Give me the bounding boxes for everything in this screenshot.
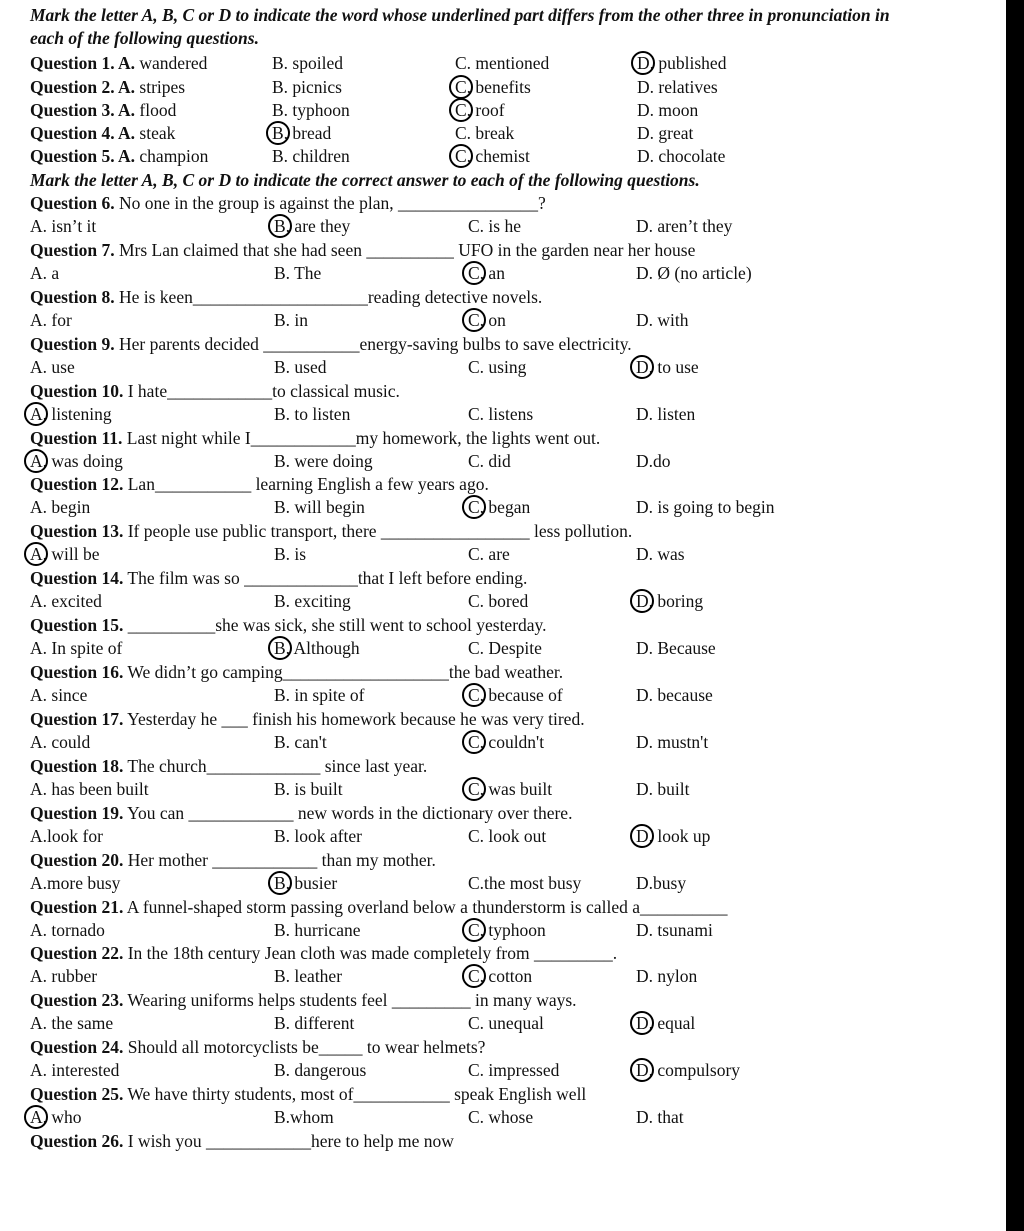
question-number: Question 10. bbox=[30, 381, 124, 401]
question-number: Question 23. bbox=[30, 990, 124, 1010]
option-c: C. Despite bbox=[468, 638, 542, 658]
answer-circle bbox=[24, 402, 48, 426]
question-number: Question 4. A. bbox=[30, 123, 136, 143]
answer-circle bbox=[462, 261, 486, 285]
option-a: wandered bbox=[135, 53, 208, 73]
option-b: B. picnics bbox=[272, 77, 342, 97]
question-number: Question 2. A. bbox=[30, 77, 136, 97]
question-stem: Wearing uniforms helps students feel _________ in many ways. bbox=[123, 990, 577, 1010]
option-d: D. was bbox=[636, 544, 685, 564]
option-d: D. aren’t they bbox=[636, 216, 733, 236]
option-c: C. an bbox=[468, 263, 505, 283]
option-d: D. to use bbox=[636, 357, 699, 377]
question-number: Question 14. bbox=[30, 568, 124, 588]
question-row bbox=[30, 849, 436, 871]
option-a: A. interested bbox=[30, 1060, 120, 1080]
answer-circle bbox=[24, 449, 48, 473]
answer-circle bbox=[462, 308, 486, 332]
question-row bbox=[30, 942, 617, 964]
question-number: Question 1. A. bbox=[30, 53, 136, 73]
option-c: C. chemist bbox=[455, 146, 530, 166]
option-a: A. since bbox=[30, 685, 88, 705]
option-a: A. excited bbox=[30, 591, 102, 611]
question-row bbox=[30, 333, 632, 355]
option-d: D. with bbox=[636, 310, 689, 330]
option-c: C. impressed bbox=[468, 1060, 560, 1080]
option-d: D.do bbox=[636, 451, 671, 471]
question-row bbox=[30, 520, 632, 542]
question-number: Question 18. bbox=[30, 756, 124, 776]
option-b: B. to listen bbox=[274, 404, 351, 424]
question-row bbox=[30, 286, 542, 308]
option-a: A.more busy bbox=[30, 873, 121, 893]
question-stem: No one in the group is against the plan, ________________? bbox=[114, 193, 546, 213]
option-c: C. is he bbox=[468, 216, 521, 236]
option-a: A. was doing bbox=[30, 451, 123, 471]
option-b: B. in spite of bbox=[274, 685, 365, 705]
option-b: B. dangerous bbox=[274, 1060, 367, 1080]
option-c: C. typhoon bbox=[468, 920, 546, 940]
option-d: D. is going to begin bbox=[636, 497, 775, 517]
option-a: A. tornado bbox=[30, 920, 105, 940]
option-a: A. could bbox=[30, 732, 91, 752]
question-number: Question 22. bbox=[30, 943, 124, 963]
pronunciation-row bbox=[30, 76, 185, 98]
option-c: C.the most busy bbox=[468, 873, 582, 893]
option-c: C. was built bbox=[468, 779, 553, 799]
option-d: D. built bbox=[636, 779, 690, 799]
question-stem: We didn’t go camping___________________the bad weather. bbox=[123, 662, 564, 682]
answer-circle bbox=[631, 51, 655, 75]
question-stem: The film was so _____________that I left before ending. bbox=[123, 568, 528, 588]
pronunciation-row bbox=[30, 52, 207, 74]
question-number: Question 24. bbox=[30, 1037, 124, 1057]
option-a: A. has been built bbox=[30, 779, 149, 799]
answer-circle bbox=[449, 75, 473, 99]
option-a: A. a bbox=[30, 263, 60, 283]
question-number: Question 9. bbox=[30, 334, 115, 354]
question-stem: You can ____________ new words in the dictionary over there. bbox=[123, 803, 573, 823]
question-stem: He is keen____________________reading detective novels. bbox=[114, 287, 543, 307]
answer-circle bbox=[268, 871, 292, 895]
option-d: D. look up bbox=[636, 826, 711, 846]
option-b: B. were doing bbox=[274, 451, 373, 471]
option-d: D. listen bbox=[636, 404, 696, 424]
option-d: D. compulsory bbox=[636, 1060, 741, 1080]
question-row bbox=[30, 473, 489, 495]
option-d: D. because bbox=[636, 685, 713, 705]
question-row bbox=[30, 896, 727, 918]
question-stem: Yesterday he ___ finish his homework because he was very tired. bbox=[123, 709, 585, 729]
option-c: C. listens bbox=[468, 404, 534, 424]
question-stem: Lan___________ learning English a few years ago. bbox=[123, 474, 489, 494]
option-b: B. different bbox=[274, 1013, 355, 1033]
option-b: B. can't bbox=[274, 732, 327, 752]
option-d: D. nylon bbox=[636, 966, 698, 986]
option-d: D.busy bbox=[636, 873, 687, 893]
option-a: A. will be bbox=[30, 544, 100, 564]
option-c: C. roof bbox=[455, 100, 505, 120]
option-d: D. Ø (no article) bbox=[636, 263, 752, 283]
option-a: stripes bbox=[135, 77, 186, 97]
answer-circle bbox=[462, 777, 486, 801]
option-d: D. great bbox=[637, 123, 694, 143]
answer-circle bbox=[630, 1011, 654, 1035]
option-d: D. mustn't bbox=[636, 732, 709, 752]
question-number: Question 7. bbox=[30, 240, 115, 260]
option-a: steak bbox=[135, 123, 176, 143]
question-row bbox=[30, 567, 527, 589]
question-number: Question 11. bbox=[30, 428, 123, 448]
option-a: A. rubber bbox=[30, 966, 98, 986]
question-number: Question 12. bbox=[30, 474, 124, 494]
option-a: A. In spite of bbox=[30, 638, 123, 658]
option-c: C. bored bbox=[468, 591, 529, 611]
option-a: flood bbox=[135, 100, 177, 120]
question-number: Question 20. bbox=[30, 850, 124, 870]
answer-circle bbox=[462, 964, 486, 988]
option-c: C. whose bbox=[468, 1107, 534, 1127]
question-number: Question 15. bbox=[30, 615, 124, 635]
option-b: B. children bbox=[272, 146, 350, 166]
question-number: Question 13. bbox=[30, 521, 124, 541]
option-c: C. break bbox=[455, 123, 515, 143]
option-b: B. The bbox=[274, 263, 322, 283]
question-row bbox=[30, 614, 547, 636]
question-stem: A funnel-shaped storm passing overland below a thunderstorm is called a__________ bbox=[123, 897, 728, 917]
question-row bbox=[30, 192, 546, 214]
option-b: B. in bbox=[274, 310, 309, 330]
option-a: A. begin bbox=[30, 497, 91, 517]
option-d: D. tsunami bbox=[636, 920, 713, 940]
question-row bbox=[30, 239, 695, 261]
pronunciation-row bbox=[30, 122, 175, 144]
option-c: C. because of bbox=[468, 685, 563, 705]
question-number: Question 25. bbox=[30, 1084, 124, 1104]
question-row bbox=[30, 802, 572, 824]
option-c: C. mentioned bbox=[455, 53, 550, 73]
option-b: B. look after bbox=[274, 826, 362, 846]
question-number: Question 17. bbox=[30, 709, 124, 729]
answer-circle bbox=[630, 589, 654, 613]
question-stem: I hate____________to classical music. bbox=[123, 381, 400, 401]
question-row bbox=[30, 1130, 454, 1152]
option-b: B.whom bbox=[274, 1107, 334, 1127]
option-a: A. listening bbox=[30, 404, 112, 424]
option-d: D. that bbox=[636, 1107, 684, 1127]
option-b: B. is bbox=[274, 544, 307, 564]
option-b: B. busier bbox=[274, 873, 338, 893]
pronunciation-row bbox=[30, 99, 176, 121]
option-d: D. relatives bbox=[637, 77, 718, 97]
option-a: A. isn’t it bbox=[30, 216, 97, 236]
option-b: B. spoiled bbox=[272, 53, 343, 73]
question-number: Question 21. bbox=[30, 897, 124, 917]
pronunciation-row bbox=[30, 145, 208, 167]
option-c: C. using bbox=[468, 357, 527, 377]
question-stem: I wish you ____________here to help me now bbox=[123, 1131, 454, 1151]
option-a: A. for bbox=[30, 310, 72, 330]
question-stem: If people use public transport, there _________________ less pollution. bbox=[123, 521, 633, 541]
option-a: champion bbox=[135, 146, 209, 166]
question-row bbox=[30, 1036, 485, 1058]
answer-circle bbox=[630, 355, 654, 379]
option-c: C. couldn't bbox=[468, 732, 545, 752]
option-c: C. look out bbox=[468, 826, 547, 846]
option-c: C. began bbox=[468, 497, 531, 517]
question-row bbox=[30, 1083, 586, 1105]
option-b: B. bread bbox=[272, 123, 332, 143]
question-stem: Her mother ____________ than my mother. bbox=[123, 850, 436, 870]
question-row bbox=[30, 380, 400, 402]
question-number: Question 19. bbox=[30, 803, 124, 823]
answer-circle bbox=[449, 98, 473, 122]
option-b: B. are they bbox=[274, 216, 351, 236]
grammar-instruction: Mark the letter A, B, C or D to indicate the correct answer to each of the following questions. bbox=[30, 170, 700, 190]
option-b: B. will begin bbox=[274, 497, 365, 517]
option-d: D. equal bbox=[636, 1013, 696, 1033]
pronunciation-instruction: Mark the letter A, B, C or D to indicate the word whose underlined part differs from the other three in pronunciation in each of the following questions. bbox=[30, 5, 890, 48]
question-number: Question 3. A. bbox=[30, 100, 136, 120]
answer-circle bbox=[462, 918, 486, 942]
option-b: B. typhoon bbox=[272, 100, 350, 120]
option-b: B. Although bbox=[274, 638, 360, 658]
option-a: A. who bbox=[30, 1107, 82, 1127]
answer-circle bbox=[24, 1105, 48, 1129]
question-row bbox=[30, 427, 600, 449]
question-stem: Mrs Lan claimed that she had seen __________ UFO in the garden near her house bbox=[114, 240, 696, 260]
question-stem: We have thirty students, most of___________ speak English well bbox=[123, 1084, 587, 1104]
answer-circle bbox=[630, 824, 654, 848]
answer-circle bbox=[630, 1058, 654, 1082]
answer-circle bbox=[268, 214, 292, 238]
question-row bbox=[30, 989, 577, 1011]
answer-circle bbox=[268, 636, 292, 660]
question-stem: Her parents decided ___________energy-saving bulbs to save electricity. bbox=[114, 334, 632, 354]
right-border-bar bbox=[1006, 0, 1024, 1231]
option-c: C. are bbox=[468, 544, 510, 564]
question-row bbox=[30, 755, 427, 777]
option-c: C. on bbox=[468, 310, 506, 330]
answer-circle bbox=[462, 730, 486, 754]
answer-circle bbox=[462, 683, 486, 707]
option-c: C. benefits bbox=[455, 77, 531, 97]
question-number: Question 16. bbox=[30, 662, 124, 682]
option-d: D. chocolate bbox=[637, 146, 726, 166]
option-c: C. cotton bbox=[468, 966, 533, 986]
option-d: D. Because bbox=[636, 638, 716, 658]
answer-circle bbox=[449, 144, 473, 168]
answer-circle bbox=[24, 542, 48, 566]
question-number: Question 6. bbox=[30, 193, 115, 213]
question-number: Question 5. A. bbox=[30, 146, 136, 166]
answer-circle bbox=[266, 121, 290, 145]
question-stem: In the 18th century Jean cloth was made completely from _________. bbox=[123, 943, 618, 963]
option-b: B. hurricane bbox=[274, 920, 361, 940]
option-b: B. exciting bbox=[274, 591, 351, 611]
option-b: B. is built bbox=[274, 779, 343, 799]
option-b: B. leather bbox=[274, 966, 343, 986]
question-number: Question 26. bbox=[30, 1131, 124, 1151]
question-stem: The church_____________ since last year. bbox=[123, 756, 428, 776]
question-stem: __________she was sick, she still went to school yesterday. bbox=[123, 615, 547, 635]
question-row bbox=[30, 708, 585, 730]
question-row bbox=[30, 661, 563, 683]
option-c: C. did bbox=[468, 451, 511, 471]
option-a: A.look for bbox=[30, 826, 103, 846]
option-c: C. unequal bbox=[468, 1013, 544, 1033]
option-d: D. boring bbox=[636, 591, 704, 611]
option-b: B. used bbox=[274, 357, 327, 377]
option-d: D. published bbox=[637, 53, 727, 73]
option-d: D. moon bbox=[637, 100, 699, 120]
question-number: Question 8. bbox=[30, 287, 115, 307]
question-stem: Should all motorcyclists be_____ to wear helmets? bbox=[123, 1037, 486, 1057]
question-stem: Last night while I____________my homework, the lights went out. bbox=[122, 428, 601, 448]
answer-circle bbox=[462, 495, 486, 519]
option-a: A. use bbox=[30, 357, 75, 377]
option-a: A. the same bbox=[30, 1013, 114, 1033]
